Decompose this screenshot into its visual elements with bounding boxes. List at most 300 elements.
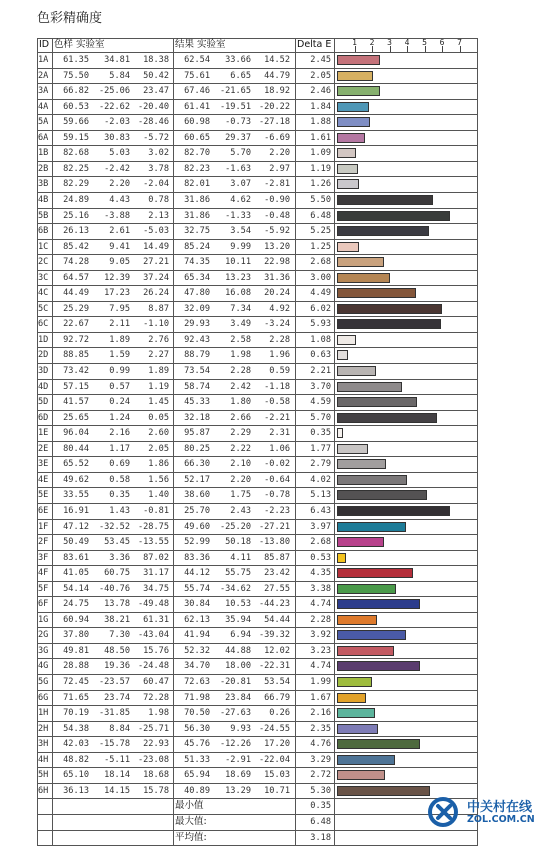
target-lab-value: 92.72 xyxy=(63,334,89,345)
measured-lab-value: 2.22 xyxy=(230,443,251,454)
target-lab-value: 2.61 xyxy=(109,226,130,237)
target-lab-value: 0.35 xyxy=(109,490,130,501)
target-lab-value: 82.29 xyxy=(63,179,89,190)
delta-e-value: 5.13 xyxy=(310,490,331,501)
row-id: 1F xyxy=(38,521,49,532)
delta-e-value: 4.76 xyxy=(310,739,331,750)
target-lab-value: 25.16 xyxy=(63,210,89,221)
measured-lab-value: 47.80 xyxy=(184,288,210,299)
measured-lab-value: 66.79 xyxy=(264,692,290,703)
delta-e-bar xyxy=(337,708,375,718)
target-lab-value: -31.85 xyxy=(98,708,130,719)
summary-label: 最小值 xyxy=(175,800,204,812)
target-lab-value: 75.50 xyxy=(63,70,89,81)
target-lab-value: 1.24 xyxy=(109,412,130,423)
target-lab-value: 61.31 xyxy=(143,614,169,625)
target-lab-value: -23.57 xyxy=(98,677,130,687)
measured-lab-value: -3.24 xyxy=(264,319,290,330)
target-lab-value: 4.43 xyxy=(109,194,130,205)
measured-lab-value: 23.42 xyxy=(264,568,290,579)
target-lab-value: 60.94 xyxy=(63,614,89,625)
target-lab-value: 36.13 xyxy=(63,785,89,796)
delta-e-bar xyxy=(337,304,442,314)
measured-lab-value: -24.55 xyxy=(258,723,290,734)
target-lab-value: 3.78 xyxy=(148,163,169,174)
measured-lab-value: -20.81 xyxy=(219,677,251,687)
delta-e-value: 4.74 xyxy=(310,661,331,672)
measured-lab-value: 74.35 xyxy=(184,257,210,268)
delta-e-bar xyxy=(337,786,430,796)
summary-value: 3.18 xyxy=(310,832,331,843)
delta-e-bar xyxy=(337,413,437,423)
measured-lab-value: 54.44 xyxy=(264,614,290,625)
watermark-cn-text: 中关村在线 xyxy=(467,800,533,815)
row-id: 5D xyxy=(38,397,49,408)
delta-e-value: 3.70 xyxy=(310,381,331,392)
target-lab-value: -1.10 xyxy=(143,319,169,330)
zol-watermark xyxy=(425,793,550,833)
measured-lab-value: 4.62 xyxy=(230,194,251,205)
delta-e-bar xyxy=(337,226,429,236)
target-lab-value: 44.49 xyxy=(63,288,89,299)
scale-tick-label: 5 xyxy=(422,38,427,47)
delta-e-value: 2.05 xyxy=(310,70,331,81)
measured-lab-value: 22.98 xyxy=(264,257,290,268)
row-id: 5B xyxy=(38,210,49,221)
row-id: 4B xyxy=(38,194,49,205)
target-lab-value: 60.75 xyxy=(104,568,130,579)
target-lab-value: -13.55 xyxy=(137,537,169,548)
measured-lab-value: 50.18 xyxy=(225,537,251,548)
delta-e-value: 5.70 xyxy=(310,412,331,423)
delta-e-bar xyxy=(337,646,394,656)
measured-lab-value: 13.23 xyxy=(225,272,251,283)
measured-lab-value: -39.32 xyxy=(258,630,290,641)
target-lab-value: 37.80 xyxy=(63,630,89,641)
delta-e-value: 3.92 xyxy=(310,630,331,641)
target-lab-value: 5.03 xyxy=(109,148,130,159)
delta-e-value: 2.28 xyxy=(310,614,331,625)
delta-e-bar xyxy=(337,693,366,703)
delta-e-bar xyxy=(337,553,346,563)
target-lab-value: 60.53 xyxy=(63,101,89,112)
row-id: 5G xyxy=(38,677,49,687)
measured-lab-value: -0.78 xyxy=(264,490,290,501)
scale-tick-label: 1 xyxy=(352,38,357,47)
row-id: 4C xyxy=(38,288,49,299)
measured-lab-value: 35.94 xyxy=(225,614,251,625)
row-id: 2H xyxy=(38,723,49,734)
measured-lab-value: -34.62 xyxy=(219,583,251,594)
measured-lab-value: 16.08 xyxy=(225,288,251,299)
delta-e-bar xyxy=(337,615,377,625)
target-lab-value: -5.03 xyxy=(143,226,169,237)
target-lab-value: 34.81 xyxy=(104,55,130,65)
delta-e-bar xyxy=(337,677,372,687)
target-lab-value: -22.62 xyxy=(98,101,130,112)
delta-e-bar xyxy=(337,195,433,205)
delta-e-bar xyxy=(337,382,402,392)
target-lab-value: 24.89 xyxy=(63,194,89,205)
measured-lab-value: -0.73 xyxy=(225,117,251,128)
target-lab-value: 2.60 xyxy=(148,428,169,439)
measured-lab-value: 62.13 xyxy=(184,614,210,625)
delta-e-bar xyxy=(337,273,390,283)
target-lab-value: 18.14 xyxy=(104,770,130,781)
target-lab-value: 0.24 xyxy=(109,397,130,408)
measured-lab-value: 72.63 xyxy=(184,677,210,687)
measured-lab-value: -2.91 xyxy=(225,754,251,765)
measured-lab-value: -2.23 xyxy=(264,505,290,516)
row-id: 2A xyxy=(38,70,49,81)
measured-lab-value: 62.54 xyxy=(184,55,210,65)
header-measured-lab: 结果 实验室 xyxy=(175,39,226,50)
delta-e-value: 0.35 xyxy=(310,428,331,439)
measured-lab-value: 92.43 xyxy=(184,334,210,345)
target-lab-value: 0.05 xyxy=(148,412,169,423)
delta-e-value: 5.30 xyxy=(310,785,331,796)
row-id: 6G xyxy=(38,692,49,703)
delta-e-bar xyxy=(337,397,417,407)
target-lab-value: 1.86 xyxy=(148,459,169,470)
delta-e-value: 6.02 xyxy=(310,303,331,314)
measured-lab-value: 4.11 xyxy=(230,552,251,563)
measured-lab-value: 55.74 xyxy=(184,583,210,594)
delta-e-bar xyxy=(337,133,365,143)
measured-lab-value: 31.36 xyxy=(264,272,290,283)
measured-lab-value: 45.76 xyxy=(184,739,210,750)
target-lab-value: 23.74 xyxy=(104,692,130,703)
delta-e-bar xyxy=(337,117,370,127)
target-lab-value: -2.04 xyxy=(143,179,169,190)
measured-lab-value: -19.51 xyxy=(219,101,251,112)
measured-lab-value: 32.75 xyxy=(184,226,210,237)
measured-lab-value: 2.97 xyxy=(269,163,290,174)
target-lab-value: 2.13 xyxy=(148,210,169,221)
delta-e-bar xyxy=(337,428,343,438)
target-lab-value: 83.61 xyxy=(63,552,89,563)
measured-lab-value: 40.89 xyxy=(184,785,210,796)
measured-lab-value: 75.61 xyxy=(184,70,210,81)
measured-lab-value: 32.09 xyxy=(184,303,210,314)
row-id: 5H xyxy=(38,770,49,781)
measured-lab-value: -27.63 xyxy=(219,708,251,719)
delta-e-value: 0.63 xyxy=(310,350,331,361)
measured-lab-value: -25.20 xyxy=(219,521,251,532)
target-lab-value: 14.49 xyxy=(143,241,169,252)
target-lab-value: -40.76 xyxy=(98,583,130,594)
row-id: 3H xyxy=(38,739,49,750)
target-lab-value: -3.88 xyxy=(104,210,130,221)
target-lab-value: 1.17 xyxy=(109,443,130,454)
row-id: 6D xyxy=(38,412,49,423)
row-id: 3G xyxy=(38,645,49,656)
measured-lab-value: 52.99 xyxy=(184,537,210,548)
zol-logo-icon xyxy=(428,797,462,827)
measured-lab-value: 44.12 xyxy=(184,568,210,579)
delta-e-value: 1.99 xyxy=(310,677,331,687)
measured-lab-value: 1.75 xyxy=(230,490,251,501)
row-id: 3C xyxy=(38,272,49,283)
delta-e-bar xyxy=(337,335,356,345)
target-lab-value: 22.93 xyxy=(143,739,169,750)
row-id: 5C xyxy=(38,303,49,314)
delta-e-bar xyxy=(337,319,441,329)
measured-lab-value: 13.29 xyxy=(225,785,251,796)
target-lab-value: 0.57 xyxy=(109,381,130,392)
delta-e-bar xyxy=(337,459,386,469)
target-lab-value: 13.78 xyxy=(104,599,130,610)
summary-value: 6.48 xyxy=(310,816,331,827)
measured-lab-value: 6.94 xyxy=(230,630,251,641)
measured-lab-value: 33.66 xyxy=(225,55,251,65)
delta-e-bar xyxy=(337,444,368,454)
target-lab-value: 25.65 xyxy=(63,412,89,423)
measured-lab-value: 82.23 xyxy=(184,163,210,174)
delta-e-bar xyxy=(337,288,416,298)
delta-e-value: 3.23 xyxy=(310,645,331,656)
row-id: 2E xyxy=(38,443,49,454)
measured-lab-value: -0.02 xyxy=(264,459,290,470)
delta-e-bar xyxy=(337,537,384,547)
target-lab-value: 49.81 xyxy=(63,645,89,656)
scale-tick-label: 4 xyxy=(404,38,410,47)
delta-e-bar xyxy=(337,102,369,112)
row-id: 4D xyxy=(38,381,49,392)
measured-lab-value: 27.55 xyxy=(264,583,290,594)
measured-lab-value: 83.36 xyxy=(184,552,210,563)
measured-lab-value: 31.86 xyxy=(184,210,210,221)
delta-e-bar xyxy=(337,86,380,96)
measured-lab-value: -2.21 xyxy=(264,412,290,423)
target-lab-value: 1.40 xyxy=(148,490,169,501)
measured-lab-value: 2.28 xyxy=(230,366,251,376)
measured-lab-value: 17.20 xyxy=(264,739,290,750)
scale-tick-label: 7 xyxy=(457,38,462,47)
delta-e-bar xyxy=(337,724,378,734)
row-id: 3B xyxy=(38,179,49,190)
measured-lab-value: 31.86 xyxy=(184,194,210,205)
delta-e-value: 1.67 xyxy=(310,692,331,703)
delta-e-value: 5.25 xyxy=(310,226,331,237)
measured-lab-value: 82.70 xyxy=(184,148,210,159)
target-lab-value: 64.57 xyxy=(63,272,89,283)
header-delta-e: Delta E xyxy=(297,39,332,50)
measured-lab-value: -22.31 xyxy=(258,661,290,672)
delta-e-bar xyxy=(337,211,450,221)
target-lab-value: 30.83 xyxy=(104,132,130,143)
measured-lab-value: -0.48 xyxy=(264,210,290,221)
row-id: 1G xyxy=(38,614,49,625)
measured-lab-value: 1.96 xyxy=(269,350,290,361)
delta-e-value: 1.77 xyxy=(310,443,331,454)
target-lab-value: 72.28 xyxy=(143,692,169,703)
delta-e-value: 1.84 xyxy=(310,101,331,112)
delta-e-value: 4.74 xyxy=(310,599,331,610)
target-lab-value: 1.56 xyxy=(148,474,169,485)
measured-lab-value: 88.79 xyxy=(184,350,210,361)
summary-label: 平均值: xyxy=(175,831,207,843)
target-lab-value: -2.42 xyxy=(104,163,130,174)
measured-lab-value: 4.92 xyxy=(269,303,290,314)
row-id: 6E xyxy=(38,505,49,516)
target-lab-value: 50.42 xyxy=(143,70,169,81)
measured-lab-value: 1.98 xyxy=(230,350,251,361)
measured-lab-value: 7.34 xyxy=(230,303,251,314)
delta-e-bar xyxy=(337,71,373,81)
target-lab-value: 85.42 xyxy=(63,241,89,252)
row-id: 2G xyxy=(38,630,49,641)
measured-lab-value: 3.54 xyxy=(230,226,251,237)
target-lab-value: 61.35 xyxy=(63,55,89,65)
delta-e-value: 2.35 xyxy=(310,723,331,734)
target-lab-value: 0.99 xyxy=(109,366,130,376)
measured-lab-value: -1.18 xyxy=(264,381,290,392)
target-lab-value: 31.17 xyxy=(143,568,169,579)
delta-e-bar xyxy=(337,490,427,500)
measured-lab-value: 56.30 xyxy=(184,723,210,734)
target-lab-value: 73.42 xyxy=(63,366,89,376)
header-id: ID xyxy=(39,39,50,50)
target-lab-value: 16.91 xyxy=(63,505,89,516)
measured-lab-value: 38.60 xyxy=(184,490,210,501)
measured-lab-value: 52.17 xyxy=(184,474,210,485)
measured-lab-value: 5.70 xyxy=(230,148,251,159)
measured-lab-value: 18.92 xyxy=(264,86,290,97)
delta-e-value: 1.19 xyxy=(310,163,331,174)
target-lab-value: 19.36 xyxy=(104,661,130,672)
measured-lab-value: -0.58 xyxy=(264,397,290,408)
delta-e-value: 2.21 xyxy=(310,366,331,376)
measured-lab-value: 41.94 xyxy=(184,630,210,641)
measured-lab-value: 52.32 xyxy=(184,645,210,656)
target-lab-value: 80.44 xyxy=(63,443,89,454)
delta-e-value: 3.29 xyxy=(310,754,331,765)
target-lab-value: 0.58 xyxy=(109,474,130,485)
target-lab-value: 41.57 xyxy=(63,397,89,408)
measured-lab-value: 67.46 xyxy=(184,86,210,97)
row-id: 3E xyxy=(38,459,49,470)
delta-e-value: 3.97 xyxy=(310,521,331,532)
measured-lab-value: 12.02 xyxy=(264,645,290,656)
target-lab-value: 71.65 xyxy=(63,692,89,703)
target-lab-value: 2.27 xyxy=(148,350,169,361)
target-lab-value: -49.48 xyxy=(137,599,169,610)
target-lab-value: 65.52 xyxy=(63,459,89,470)
target-lab-value: 50.49 xyxy=(63,537,89,548)
measured-lab-value: 2.31 xyxy=(269,428,290,439)
row-id: 2F xyxy=(38,537,49,548)
target-lab-value: -43.04 xyxy=(137,630,169,641)
delta-e-bar xyxy=(337,630,406,640)
target-lab-value: 0.69 xyxy=(109,459,130,470)
target-lab-value: 88.85 xyxy=(63,350,89,361)
measured-lab-value: -21.65 xyxy=(219,86,251,97)
target-lab-value: 1.43 xyxy=(109,505,130,516)
target-lab-value: 96.04 xyxy=(63,428,89,439)
measured-lab-value: -0.64 xyxy=(264,474,290,485)
delta-e-value: 5.93 xyxy=(310,319,331,330)
measured-lab-value: 2.20 xyxy=(230,474,251,485)
target-lab-value: 72.45 xyxy=(63,677,89,687)
delta-e-bar xyxy=(337,770,385,780)
target-lab-value: 18.38 xyxy=(143,55,169,65)
delta-e-bar xyxy=(337,506,450,516)
delta-e-value: 1.09 xyxy=(310,148,331,159)
target-lab-value: -28.75 xyxy=(137,521,169,532)
measured-lab-value: 51.33 xyxy=(184,754,210,765)
color-accuracy-table xyxy=(37,38,478,845)
target-lab-value: 17.23 xyxy=(104,288,130,299)
measured-lab-value: -12.26 xyxy=(219,739,251,750)
measured-lab-value: 70.50 xyxy=(184,708,210,719)
measured-lab-value: -1.63 xyxy=(225,163,251,174)
delta-e-value: 4.59 xyxy=(310,397,331,408)
measured-lab-value: 60.98 xyxy=(184,117,210,128)
measured-lab-value: 45.33 xyxy=(184,397,210,408)
measured-lab-value: 58.74 xyxy=(184,381,210,392)
delta-e-value: 0.53 xyxy=(310,552,331,563)
measured-lab-value: 34.70 xyxy=(184,661,210,672)
row-id: 1D xyxy=(38,334,49,345)
target-lab-value: -5.72 xyxy=(143,132,169,143)
delta-e-value: 6.43 xyxy=(310,505,331,516)
measured-lab-value: 6.65 xyxy=(230,70,251,81)
target-lab-value: 59.66 xyxy=(63,117,89,128)
target-lab-value: 38.21 xyxy=(104,614,130,625)
measured-lab-value: 29.93 xyxy=(184,319,210,330)
watermark-en-text: ZOL.COM.CN xyxy=(467,814,535,825)
target-lab-value: 26.13 xyxy=(63,226,89,237)
measured-lab-value: 1.80 xyxy=(230,397,251,408)
measured-lab-value: -1.33 xyxy=(225,210,251,221)
measured-lab-value: 3.07 xyxy=(230,179,251,190)
row-id: 1B xyxy=(38,148,49,159)
measured-lab-value: 0.26 xyxy=(269,708,290,719)
row-id: 4F xyxy=(38,568,49,579)
measured-lab-value: -22.04 xyxy=(258,754,290,765)
scale-tick-label: 3 xyxy=(387,38,392,47)
measured-lab-value: 71.98 xyxy=(184,692,210,703)
measured-lab-value: 85.24 xyxy=(184,241,210,252)
target-lab-value: 1.98 xyxy=(148,708,169,719)
target-lab-value: -25.06 xyxy=(98,86,130,97)
measured-lab-value: 65.94 xyxy=(184,770,210,781)
measured-lab-value: -5.92 xyxy=(264,226,290,237)
measured-lab-value: 82.01 xyxy=(184,179,210,190)
measured-lab-value: 20.24 xyxy=(264,288,290,299)
delta-e-bar xyxy=(337,661,420,671)
measured-lab-value: 9.99 xyxy=(230,241,251,252)
delta-e-value: 2.72 xyxy=(310,770,331,781)
delta-e-value: 3.00 xyxy=(310,272,331,283)
target-lab-value: 66.82 xyxy=(63,86,89,97)
measured-lab-value: 49.60 xyxy=(184,521,210,532)
measured-lab-value: -0.90 xyxy=(264,194,290,205)
target-lab-value: 53.45 xyxy=(104,537,130,548)
measured-lab-value: 29.37 xyxy=(225,132,251,143)
measured-lab-value: 55.75 xyxy=(225,568,251,579)
target-lab-value: 7.95 xyxy=(109,303,130,314)
delta-e-value: 2.79 xyxy=(310,459,331,470)
target-lab-value: 33.55 xyxy=(63,490,89,501)
target-lab-value: 54.38 xyxy=(63,723,89,734)
target-lab-value: 2.05 xyxy=(148,443,169,454)
target-lab-value: 59.15 xyxy=(63,132,89,143)
target-lab-value: -25.71 xyxy=(137,723,169,734)
measured-lab-value: 2.66 xyxy=(230,412,251,423)
target-lab-value: -20.40 xyxy=(137,101,169,112)
